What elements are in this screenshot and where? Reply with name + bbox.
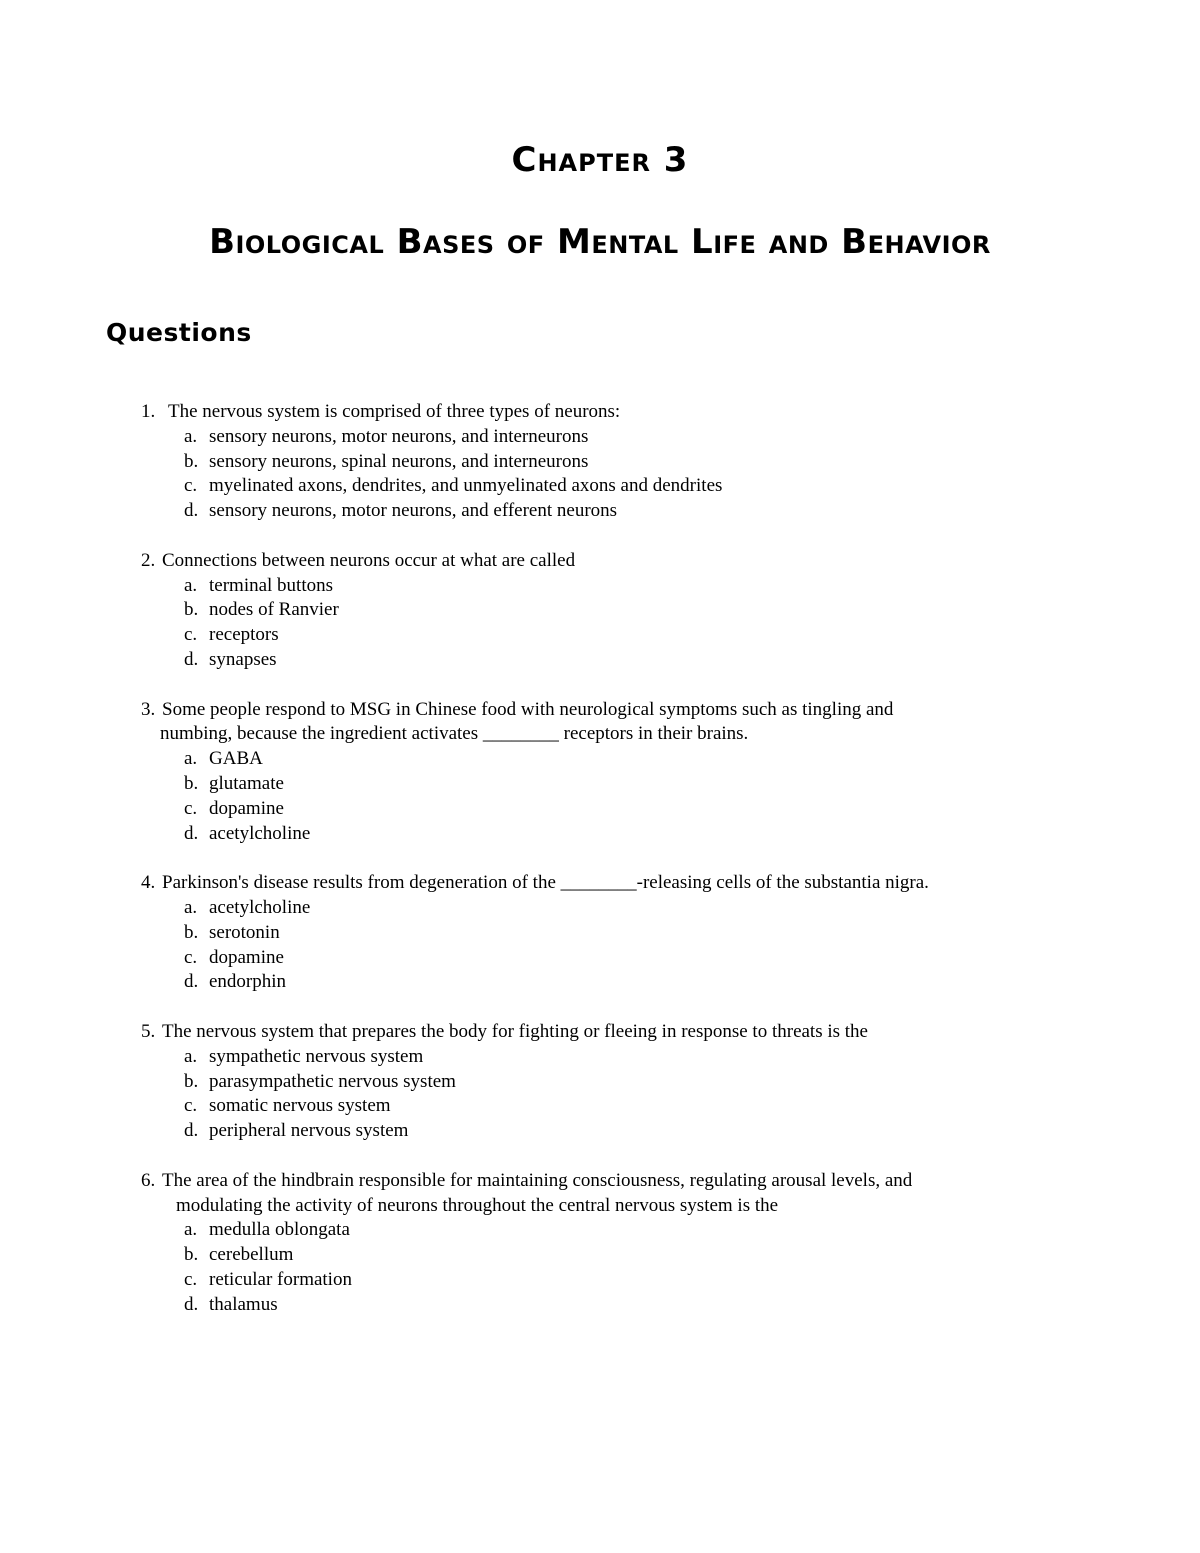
option-letter: d. xyxy=(184,1120,199,1142)
question-5 xyxy=(0,1020,1200,1144)
answer-option xyxy=(0,648,1200,673)
question-number: 3. xyxy=(141,698,156,720)
option-letter: c. xyxy=(184,475,198,497)
answer-option xyxy=(0,747,1200,772)
question-stem xyxy=(0,698,1200,723)
answer-option xyxy=(0,1119,1200,1144)
answer-option xyxy=(0,970,1200,995)
question-3 xyxy=(0,698,1200,847)
option-letter: d. xyxy=(184,971,199,993)
question-list xyxy=(0,400,1200,1342)
option-text: dopamine xyxy=(209,797,284,819)
option-text: GABA xyxy=(209,748,263,770)
answer-option xyxy=(0,425,1200,450)
answer-option xyxy=(0,896,1200,921)
option-letter: b. xyxy=(184,599,199,621)
question-stem xyxy=(0,400,1200,425)
option-letter: a. xyxy=(184,574,198,596)
option-letter: d. xyxy=(184,1293,199,1315)
option-letter: a. xyxy=(184,896,198,918)
option-letter: b. xyxy=(184,772,199,794)
option-letter: c. xyxy=(184,624,198,646)
answer-option xyxy=(0,921,1200,946)
question-text: modulating the activity of neurons throughout the central nervous system is the xyxy=(176,1194,779,1216)
option-text: nodes of Ranvier xyxy=(209,599,339,621)
chapter-subtitle: Biological Bases of Mental Life and Behavior xyxy=(209,222,991,262)
option-text: endorphin xyxy=(209,971,287,993)
answer-option xyxy=(0,822,1200,847)
question-text: The area of the hindbrain responsible for maintaining consciousness, regulating arousal levels, and xyxy=(162,1169,913,1191)
option-text: sensory neurons, motor neurons, and interneurons xyxy=(209,425,589,447)
option-text: cerebellum xyxy=(209,1244,294,1266)
option-letter: a. xyxy=(184,425,198,447)
answer-option xyxy=(0,1268,1200,1293)
question-1 xyxy=(0,400,1200,524)
question-stem xyxy=(0,1169,1200,1194)
option-letter: b. xyxy=(184,1070,199,1092)
answer-option xyxy=(0,797,1200,822)
answer-option xyxy=(0,1293,1200,1318)
question-text: The nervous system is comprised of three types of neurons: xyxy=(168,401,621,422)
answer-option xyxy=(0,1045,1200,1070)
question-text: Parkinson's disease results from degeneration of the ________-releasing cells of the substantia nigra. xyxy=(162,872,929,894)
option-letter: b. xyxy=(184,1244,199,1266)
option-text: synapses xyxy=(209,648,277,670)
option-letter: b. xyxy=(184,921,199,943)
option-letter: a. xyxy=(184,1219,198,1241)
option-letter: b. xyxy=(184,450,199,472)
option-text: thalamus xyxy=(209,1293,278,1315)
option-letter: a. xyxy=(184,1045,198,1067)
answer-option xyxy=(0,1094,1200,1119)
question-number: 6. xyxy=(141,1169,156,1191)
option-text: sympathetic nervous system xyxy=(209,1045,424,1067)
option-text: sensory neurons, spinal neurons, and interneurons xyxy=(209,450,589,472)
option-text: peripheral nervous system xyxy=(209,1120,409,1142)
option-text: reticular formation xyxy=(209,1268,352,1290)
question-number: 4. xyxy=(141,872,156,894)
answer-option xyxy=(0,474,1200,499)
option-text: sensory neurons, motor neurons, and efferent neurons xyxy=(209,500,618,522)
section-heading: Questions xyxy=(106,318,252,347)
answer-option xyxy=(0,450,1200,475)
option-text: acetylcholine xyxy=(209,822,311,844)
question-2 xyxy=(0,549,1200,673)
question-stem xyxy=(0,1020,1200,1045)
question-stem-continued xyxy=(0,1194,1200,1219)
option-text: terminal buttons xyxy=(209,574,334,596)
option-text: acetylcholine xyxy=(209,896,311,918)
question-number: 1. xyxy=(141,401,156,422)
option-text: serotonin xyxy=(209,921,280,943)
option-text: receptors xyxy=(209,624,279,646)
question-text: numbing, because the ingredient activates ________ receptors in their brains. xyxy=(160,723,749,745)
question-6 xyxy=(0,1169,1200,1318)
option-letter: d. xyxy=(184,822,199,844)
question-4 xyxy=(0,871,1200,995)
option-letter: d. xyxy=(184,648,199,670)
answer-option xyxy=(0,1218,1200,1243)
answer-option xyxy=(0,946,1200,971)
option-letter: c. xyxy=(184,1268,198,1290)
option-letter: c. xyxy=(184,797,198,819)
option-text: myelinated axons, dendrites, and unmyelinated axons and dendrites xyxy=(209,475,723,497)
question-stem xyxy=(0,549,1200,574)
option-letter: c. xyxy=(184,1095,198,1117)
answer-option xyxy=(0,1243,1200,1268)
answer-option xyxy=(0,598,1200,623)
question-text: Connections between neurons occur at what are called xyxy=(162,549,576,571)
question-number: 2. xyxy=(141,549,156,571)
question-text: Some people respond to MSG in Chinese food with neurological symptoms such as tingling and xyxy=(162,698,894,720)
question-stem xyxy=(0,871,1200,896)
option-letter: d. xyxy=(184,500,199,522)
option-text: dopamine xyxy=(209,946,284,968)
chapter-title: Chapter 3 xyxy=(511,140,689,180)
question-text: The nervous system that prepares the body for fighting or fleeing in response to threats is the xyxy=(162,1020,868,1042)
answer-option xyxy=(0,623,1200,648)
option-text: parasympathetic nervous system xyxy=(209,1070,456,1092)
option-letter: c. xyxy=(184,946,198,968)
option-text: glutamate xyxy=(209,772,284,794)
answer-option xyxy=(0,499,1200,524)
question-number: 5. xyxy=(141,1020,156,1042)
question-stem-continued xyxy=(0,722,1200,747)
answer-option xyxy=(0,772,1200,797)
answer-option xyxy=(0,574,1200,599)
answer-option xyxy=(0,1070,1200,1095)
option-letter: a. xyxy=(184,748,198,770)
option-text: somatic nervous system xyxy=(209,1095,391,1117)
option-text: medulla oblongata xyxy=(209,1219,350,1241)
